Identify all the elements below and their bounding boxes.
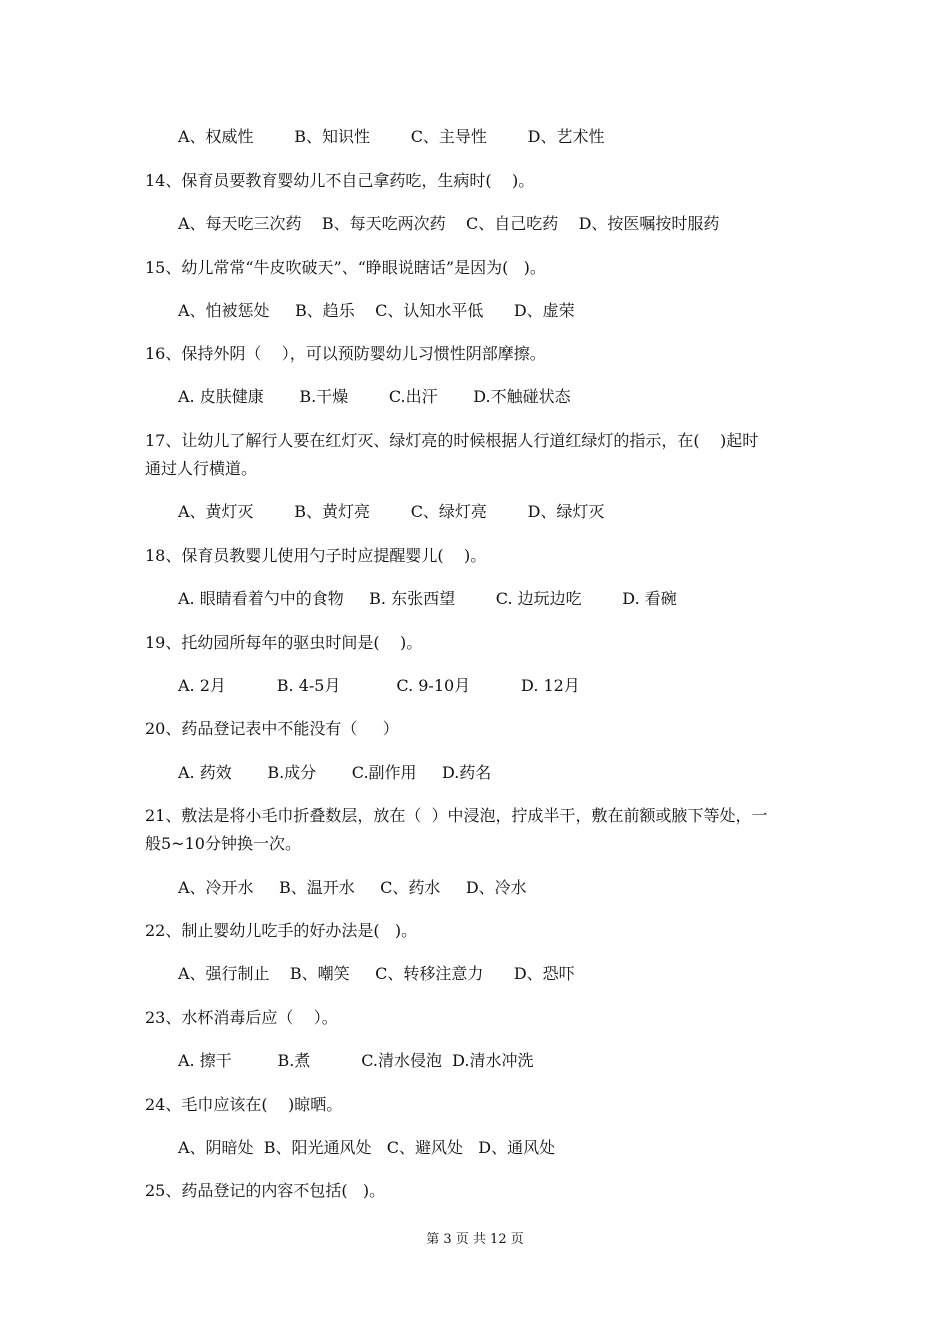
question-17-cont: 通过人行横道。 — [145, 459, 258, 478]
question-15: 15、幼儿常常“牛皮吹破天”、“睁眼说瞎话”是因为( )。 — [145, 258, 546, 277]
question-24: 24、毛巾应该在( )晾晒。 — [145, 1095, 343, 1114]
options-15: A、怕被惩处 B、趋乐 C、认知水平低 D、虚荣 — [178, 301, 575, 320]
options-16: A. 皮肤健康 B.干燥 C.出汗 D.不触碰状态 — [178, 387, 571, 406]
question-23: 23、水杯消毒后应（ ）。 — [145, 1008, 338, 1027]
question-20: 20、药品登记表中不能没有（ ） — [145, 719, 399, 738]
options-24: A、阴暗处 B、阳光通风处 C、避风处 D、通风处 — [178, 1138, 556, 1157]
question-18: 18、保育员教婴儿使用勺子时应提醒婴儿( )。 — [145, 546, 487, 565]
options-19: A. 2月 B. 4-5月 C. 9-10月 D. 12月 — [178, 676, 580, 695]
question-21: 21、敷法是将小毛巾折叠数层，放在（ ）中浸泡，拧成半干，敷在前额或腋下等处，一 — [145, 806, 768, 825]
options-20: A. 药效 B.成分 C.副作用 D.药名 — [178, 763, 492, 782]
question-14: 14、保育员要教育婴幼儿不自己拿药吃，生病时( )。 — [145, 171, 535, 190]
options-22: A、强行制止 B、嘲笑 C、转移注意力 D、恐吓 — [178, 964, 575, 983]
question-16: 16、保持外阴（ ），可以预防婴幼儿习惯性阴部摩擦。 — [145, 344, 546, 363]
options-18: A. 眼睛看着勺中的食物 B. 东张西望 C. 边玩边吃 D. 看碗 — [178, 589, 677, 608]
options-23: A. 擦干 B.煮 C.清水侵泡 D.清水冲洗 — [178, 1051, 534, 1070]
question-21-cont: 般5~10分钟换一次。 — [145, 834, 301, 853]
options-13: A、权威性 B、知识性 C、主导性 D、艺术性 — [178, 127, 605, 146]
options-14: A、每天吃三次药 B、每天吃两次药 C、自己吃药 D、按医嘱按时服药 — [178, 214, 720, 233]
question-22: 22、制止婴幼儿吃手的好办法是( )。 — [145, 921, 418, 940]
question-25: 25、药品登记的内容不包括( )。 — [145, 1181, 386, 1200]
question-17: 17、让幼儿了解行人要在红灯灭、绿灯亮的时候根据人行道红绿灯的指示，在( )起时 — [145, 431, 759, 450]
options-21: A、冷开水 B、温开水 C、药水 D、冷水 — [178, 878, 527, 897]
options-17: A、黄灯灭 B、黄灯亮 C、绿灯亮 D、绿灯灭 — [178, 502, 605, 521]
question-19: 19、托幼园所每年的驱虫时间是( )。 — [145, 633, 423, 652]
page-footer: 第 3 页 共 12 页 — [426, 1232, 524, 1247]
